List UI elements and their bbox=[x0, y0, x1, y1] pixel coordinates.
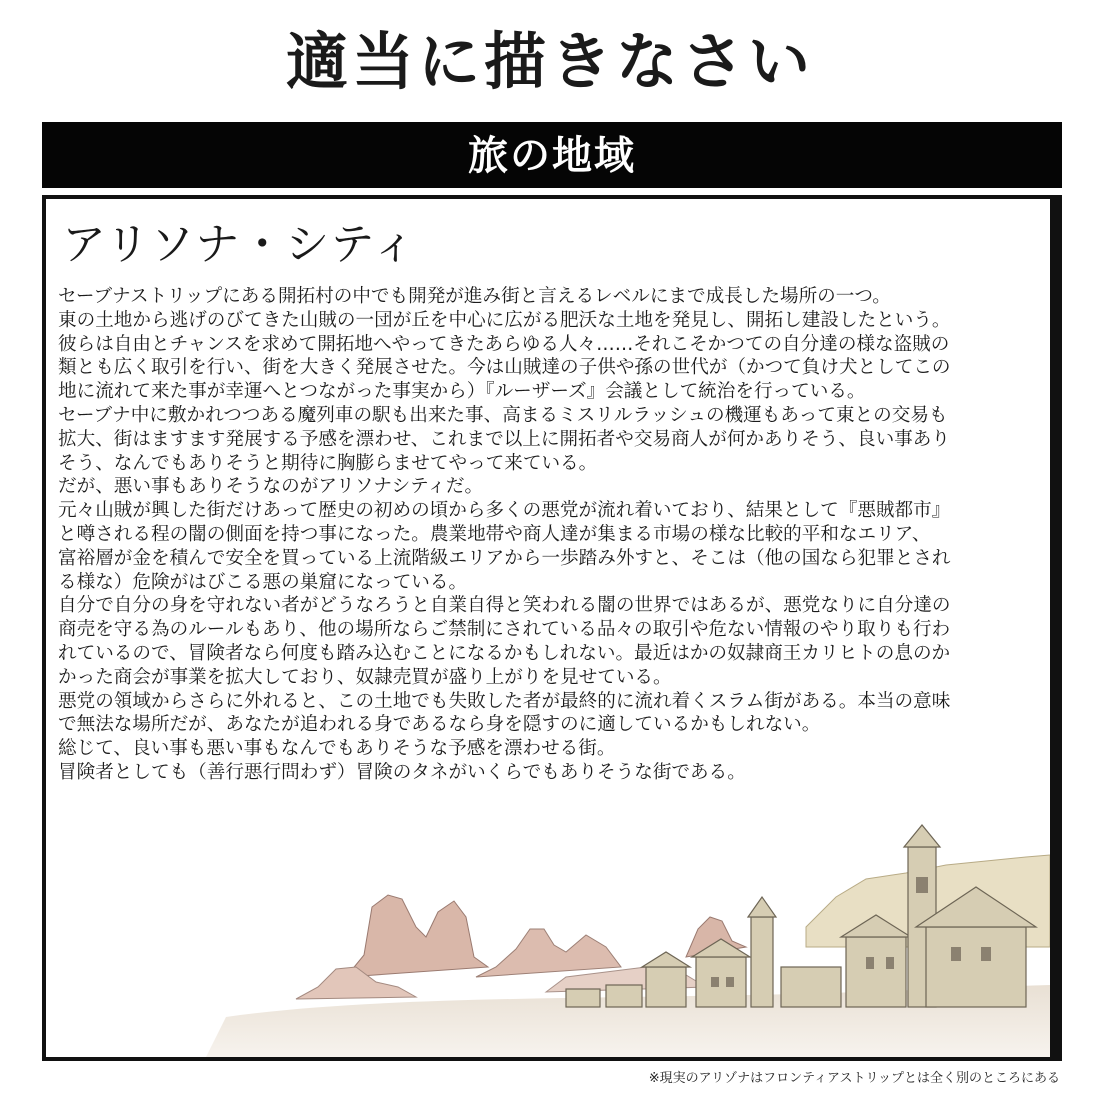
description-line: 商売を守る為のルールもあり、他の場所ならご禁制にされている品々の取引や危ない情報のやり取りも行わ bbox=[58, 619, 951, 641]
description-line: 悪党の領域からさらに外れると、この土地でも失敗した者が最終的に流れ着くスラム街がある。本当の意味 bbox=[58, 690, 951, 712]
window-shape bbox=[726, 977, 734, 987]
building-shape bbox=[751, 917, 773, 1007]
content-frame bbox=[42, 195, 1062, 1061]
desert-town-illustration bbox=[46, 817, 1050, 1057]
footnote: ※現実のアリゾナはフロンティアストリップとは全く別のところにある bbox=[648, 1071, 1060, 1086]
building-shape bbox=[904, 825, 940, 847]
building-shape bbox=[781, 967, 841, 1007]
description-line: そう、なんでもありそうと期待に胸膨らませてやって来ている。 bbox=[58, 452, 598, 474]
window-shape bbox=[981, 947, 991, 961]
description-line: 拡大、街はますます発展する予感を漂わせ、これまで以上に開拓者や交易商人が何かありそう、良い事あり bbox=[58, 428, 950, 450]
window-shape bbox=[711, 977, 719, 987]
description-line: 彼らは自由とチャンスを求めて開拓地へやってきたあらゆる人々……それこそかつての自分達の様な盗賊の bbox=[58, 333, 950, 355]
mesa-shape bbox=[476, 929, 621, 977]
building-shape bbox=[566, 989, 600, 1007]
description-line: 総じて、良い事も悪い事もなんでもありそうな予感を漂わせる街。 bbox=[58, 738, 616, 760]
mesa-shape bbox=[346, 895, 488, 977]
building-shape bbox=[696, 957, 746, 1007]
description-line: 類とも広く取引を行い、街を大きく発展させた。今は山賊達の子供や孫の世代が（かつて負け犬としてこの bbox=[58, 357, 951, 379]
description-body bbox=[58, 285, 1053, 785]
building-shape bbox=[606, 985, 642, 1007]
window-shape bbox=[916, 877, 928, 893]
window-shape bbox=[866, 957, 874, 969]
description-line: れているので、冒険者なら何度も踏み込むことになるかもしれない。最近はかの奴隷商王カリヒトの息のか bbox=[58, 642, 951, 664]
description-line: セーブナストリップにある開拓村の中でも開発が進み街と言えるレベルにまで成長した場所の一つ。 bbox=[58, 286, 891, 307]
description-line: 自分で自分の身を守れない者がどうなろうと自業自得と笑われる闇の世界ではあるが、悪党なりに自分達の bbox=[58, 595, 951, 617]
description-line: セーブナ中に敷かれつつある魔列車の駅も出来た事、高まるミスリルラッシュの機運もあって東との交易も bbox=[58, 404, 948, 426]
city-name-heading: アリソナ・シティ bbox=[62, 219, 417, 270]
building-shape bbox=[846, 937, 906, 1007]
building-shape bbox=[926, 927, 1026, 1007]
description-line: 冒険者としても（善行悪行問わず）冒険のタネがいくらでもありそうな街である。 bbox=[58, 761, 746, 783]
region-banner: 旅の地域 bbox=[42, 122, 1062, 188]
description-line: る様な）危険がはびこる悪の巣窟になっている。 bbox=[58, 571, 468, 593]
building-shape bbox=[646, 967, 686, 1007]
description-line: 東の土地から逃げのびてきた山賊の一団が丘を中心に広がる肥沃な土地を発見し、開拓し建設したという。 bbox=[58, 309, 951, 331]
page-title: 適当に描きなさい bbox=[285, 25, 814, 98]
description-line: 富裕層が金を積んで安全を買っている上流階級エリアから一歩踏み外すと、そこは（他の国なら犯罪とされ bbox=[58, 547, 951, 569]
description-line: 地に流れて来た事が幸運へとつながった事実から）『ルーザーズ』会議として統治を行っている。 bbox=[58, 381, 866, 403]
building-shape bbox=[642, 952, 690, 967]
description-line: で無法な場所だが、あなたが追われる身であるなら身を隠すのに適しているかもしれない。 bbox=[58, 714, 821, 736]
description-line: 元々山賊が興した街だけあって歴史の初めの頃から多くの悪党が流れ着いており、結果として『悪賊都市』 bbox=[58, 500, 951, 522]
description-line: だが、悪い事もありそうなのがアリソナシティだ。 bbox=[58, 476, 484, 498]
description-line: と噂される程の闇の側面を持つ事になった。農業地帯や商人達が集まる市場の様な比較的平和なエリア、 bbox=[58, 523, 931, 545]
description-line: かった商会が事業を拡大しており、奴隷売買が盛り上がりを見せている。 bbox=[58, 666, 672, 688]
window-shape bbox=[886, 957, 894, 969]
window-shape bbox=[951, 947, 961, 961]
building-shape bbox=[748, 897, 776, 917]
